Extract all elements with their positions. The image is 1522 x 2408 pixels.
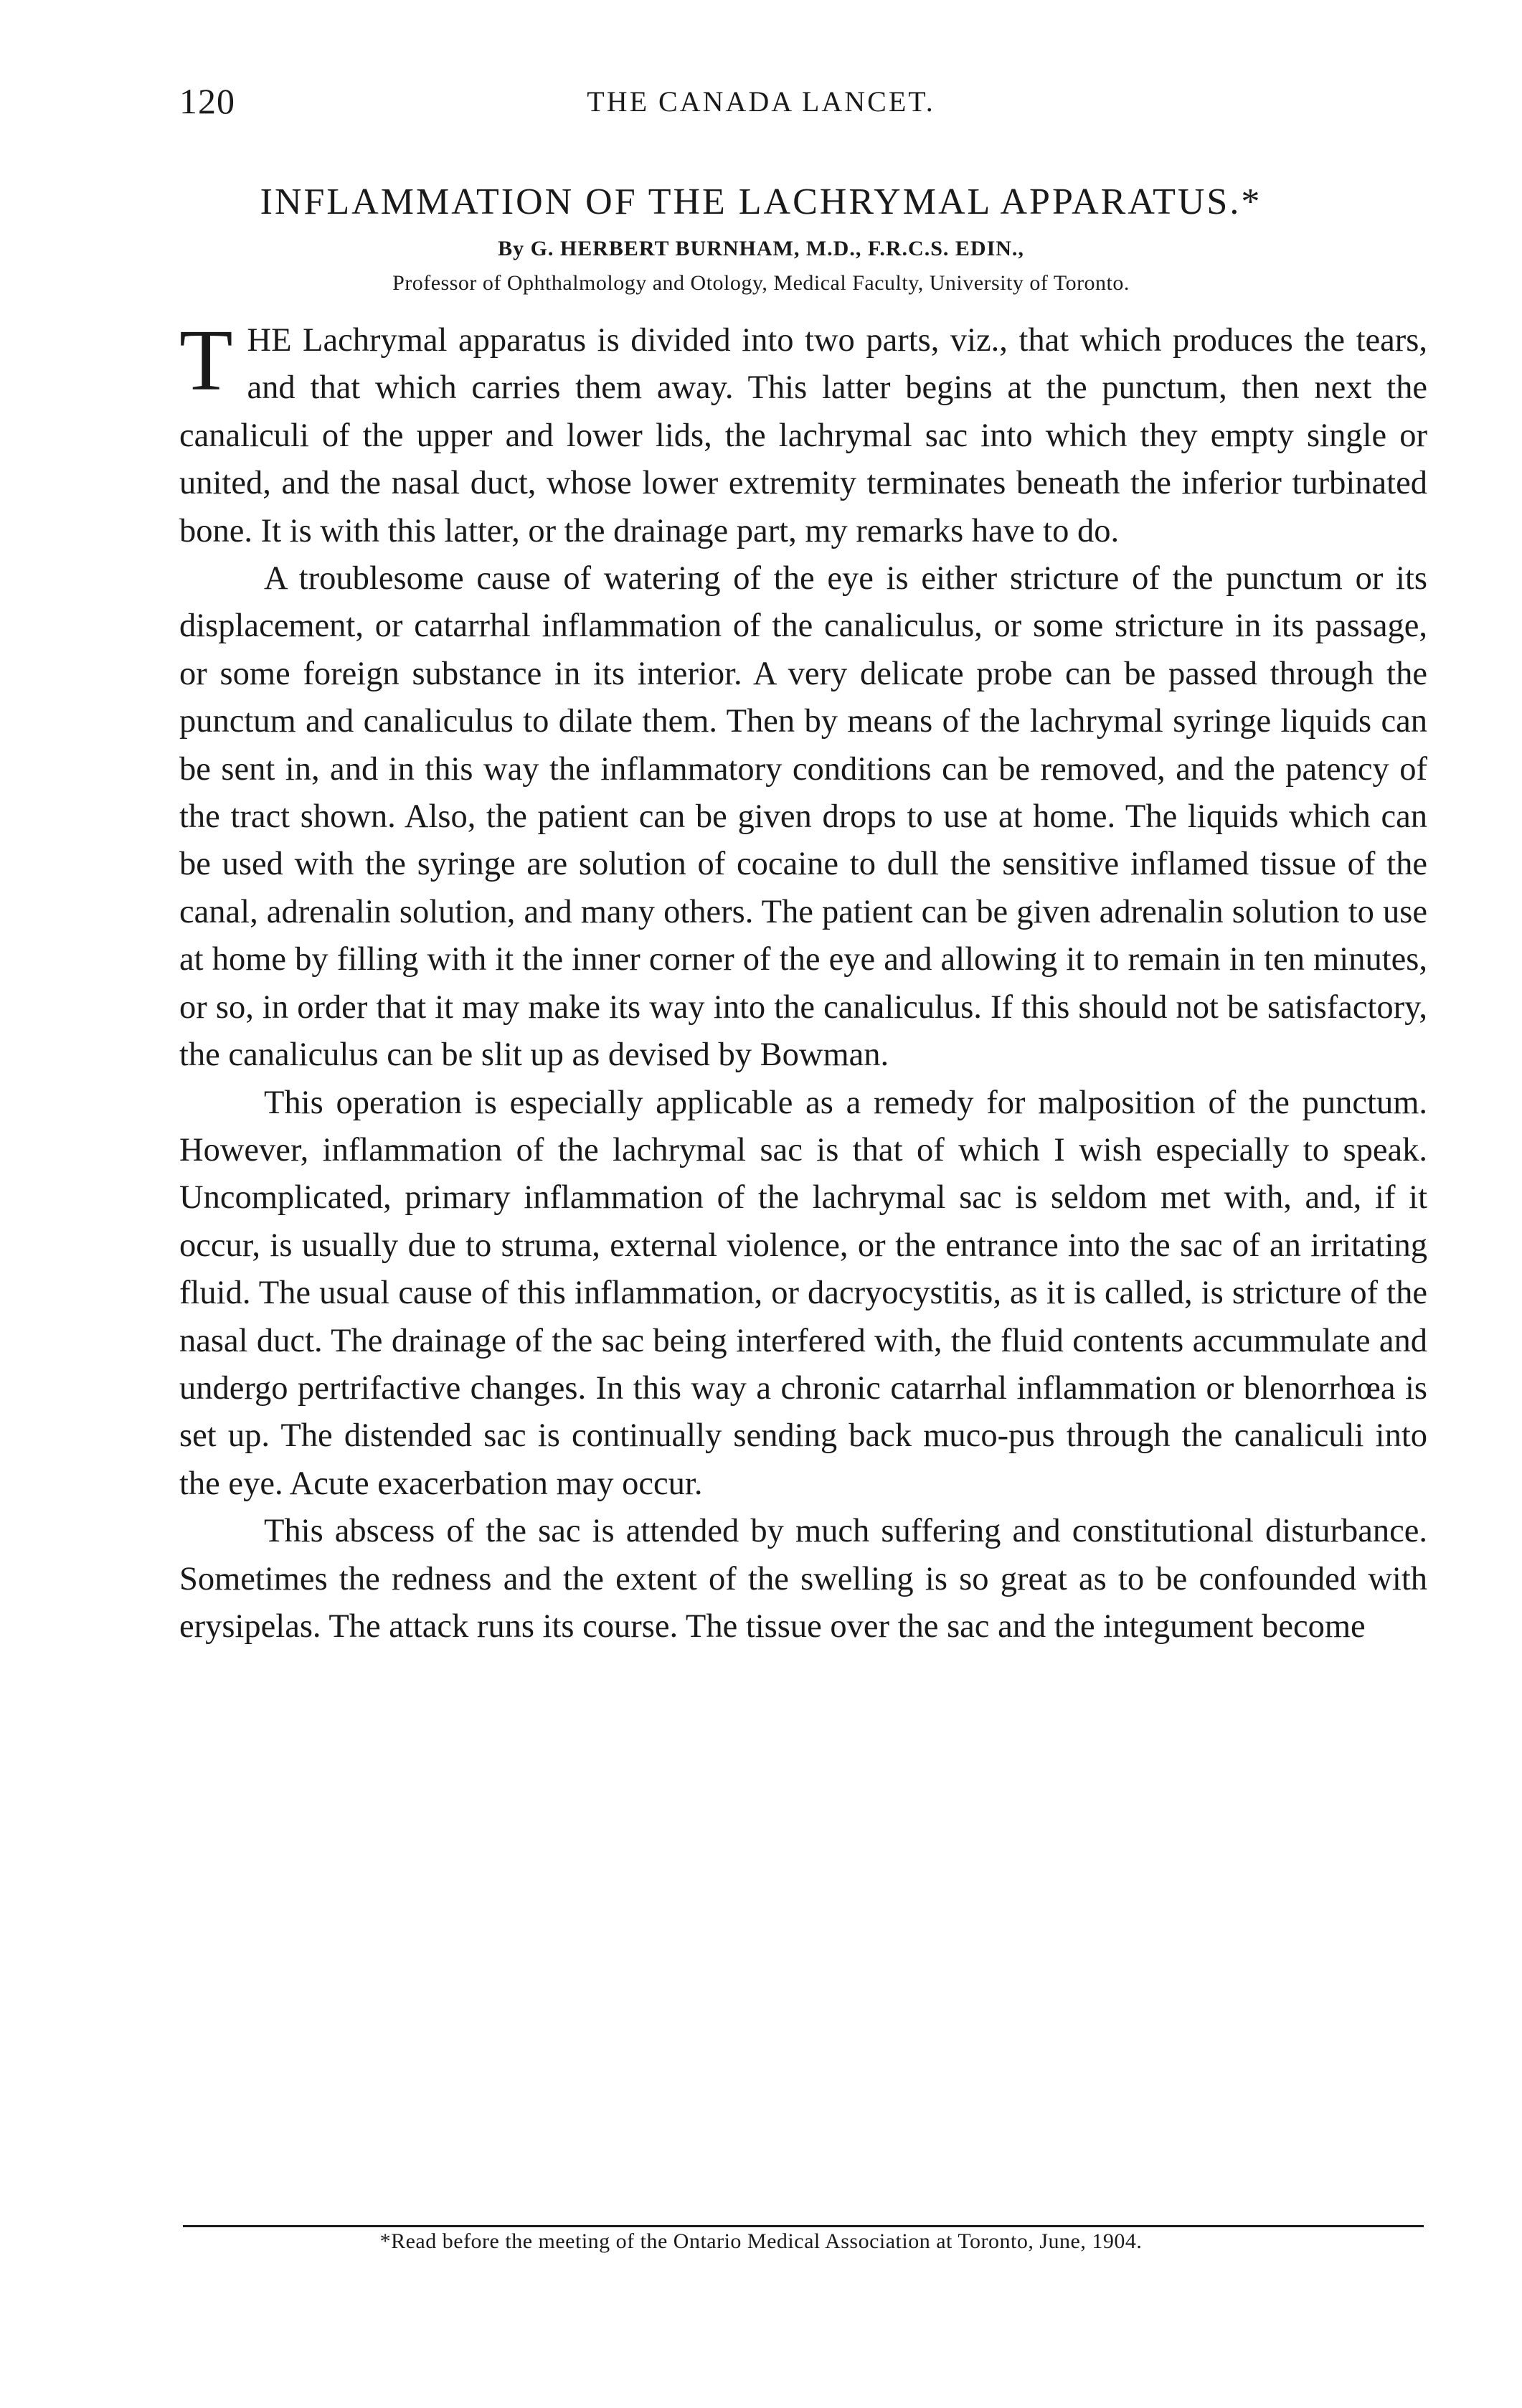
article-body — [179, 312, 1427, 1651]
paragraph-3: This operation is especially applicable as a remedy for malposition of the punctum. However, inflammation of the lachrymal sac is that of which I wish especially to speak. Uncomplicated, primary inflammation of the lachrymal sac is seldom met with, and, if it occur, is usually due to struma, external violence, or the entrance into the sac of an irritating fluid. The usual cause of this inflammation, or dacryocystitis, as it is called, is stricture of the nasal duct. The drainage of the sac being interfered with, the fluid contents accummulate and undergo pertrifactive changes. In this way a chronic catarrhal inflammation or blenorrhœa is set up. The distended sac is continually sending back muco-pus through the canaliculi into the eye. Acute exacerbation may occur. — [179, 1084, 1427, 1502]
author-affiliation: Professor of Ophthalmology and Otology, Medical Faculty, University of Toronto. — [392, 271, 1130, 295]
author-byline: By G. HERBERT BURNHAM, M.D., F.R.C.S. EDIN., — [498, 237, 1024, 260]
paragraph-4: This abscess of the sac is attended by much suffering and constitutional disturbance. Sometimes the redness and the extent of the swelling is so great as to be confounded with erysipelas. The attack runs its course. The tissue over the sac and the integument become — [179, 1513, 1427, 1645]
paragraph-1 — [179, 312, 1427, 555]
footnote-rule — [183, 2225, 1424, 2227]
page-number: 120 — [179, 81, 235, 121]
drop-cap: T — [179, 312, 233, 409]
paragraph-2: A troublesome cause of watering of the eye is either stricture of the punctum or its displacement, or catarrhal inflammation of the canaliculus, or some stricture in its passage, or some foreign substance in its interior. A very delicate probe can be passed through the punctum and canaliculus to dilate them. Then by means of the lachrymal syringe liquids can be sent in, and in this way the inflammatory conditions can be removed, and the patency of the tract shown. Also, the patient can be given drops to use at home. The liquids which can be used with the syringe are solution of cocaine to dull the sensitive inflamed tissue of the canal, adrenalin solution, and many others. The patient can be given adrenalin solution to use at home by filling with it the inner corner of the eye and allowing it to remain in ten minutes, or so, in order that it may make its way into the canaliculus. If this should not be satisfactory, the canaliculus can be slit up as devised by Bowman. — [179, 560, 1427, 1074]
article-title: INFLAMMATION OF THE LACHRYMAL APPARATUS.* — [260, 181, 1262, 222]
footnote: *Read before the meeting of the Ontario Medical Association at Toronto, June, 1904. — [379, 2229, 1143, 2253]
paragraph-1-text: HE Lachrymal apparatus is divided into two parts, viz., that which produces the tears, and that which carries them away. This latter begins at the punctum, then next the canaliculi of the upper and lower lids, the lachrymal sac into which they empty single or united, and the nasal duct, whose lower extremity terminates beneath the inferior turbinated bone. It is with this latter, or the drainage part, my remarks have to do. — [179, 322, 1427, 549]
running-head: THE CANADA LANCET. — [587, 85, 935, 118]
